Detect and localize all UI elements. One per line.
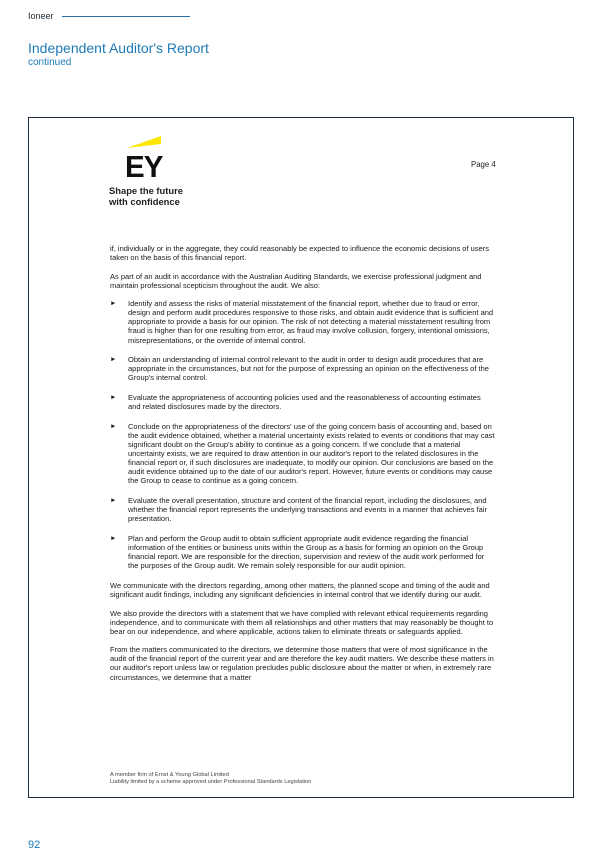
letter-page-label: Page 4 [471,160,496,169]
paragraph: if, individually or in the aggregate, they could reasonably be expected to influence the economic decisions of users taken on the basis of this financial report. [110,244,489,263]
list-item [110,422,495,486]
ey-logo [109,130,189,210]
list-item [110,393,495,411]
list-item [110,299,495,344]
tagline-line-1: Shape the future [109,185,183,196]
tagline-line-2: with confidence [109,196,180,207]
arrow-right-icon: ► [110,497,117,505]
audit-procedures-list [110,299,495,570]
ey-logo-text: EY [125,149,163,184]
list-item-text: Evaluate the overall presentation, structure and content of the financial report, including the disclosures, and whether the financial report represents the underlying transactions and events in a manner that achieves fair presentation. [128,496,487,524]
footer-line-2: Liability limited by a scheme approved under Professional Standards Legislation [110,779,312,786]
paragraph: We also provide the directors with a statement that we have complied with relevant ethical requirements regarding independence, and to communicate with them all relationships and other matters that may reasonably be thought to bear on our independence, and where applicable, actions taken to eliminate threats or safeguards applied. [110,608,494,636]
arrow-right-icon: ► [110,300,117,308]
auditor-letter-frame [28,117,574,798]
arrow-right-icon: ► [110,394,117,402]
report-title: Independent Auditor's Report [28,40,209,56]
paragraph: We communicate with the directors regarding, among other matters, the planned scope and timing of the audit and significant audit findings, including any significant deficiencies in internal control that we identify during our audit. [110,580,490,600]
list-item-text: Obtain an understanding of internal control relevant to the audit in order to design audit procedures that are appropriate in the circumstances, but not for the purpose of expressing an opinion on the effectiveness of the Group's internal control. [128,355,489,383]
list-item-text: Evaluate the appropriateness of accounting policies used and the reasonableness of accounting estimates and related disclosures made by the directors. [128,393,481,412]
footer-line-1: A member firm of Ernst & Young Global Limited [110,772,229,778]
ey-tagline [109,185,183,207]
letter-footer [110,772,510,786]
brand-name: Ioneer [28,11,54,21]
brand-divider [62,16,190,17]
list-item [110,534,495,570]
list-item [110,355,495,382]
page-number: 92 [28,839,41,851]
arrow-right-icon: ► [110,535,117,542]
letter-body [110,244,495,691]
list-item [110,496,495,523]
list-item-text: Conclude on the appropriateness of the directors' use of the going concern basis of accounting and, based on the audit evidence obtained, whether a material uncertainty exists related to events or conditions that may cast significant doubt on the Group's ability to continue as a going concern. If we conclude that a material uncertainty exists, we are required to draw attention in our auditor's report to the related disclosures in the financial report or, if such disclosures are inadequate, to modify our opinion. Our conclusions are based on the audit evidence obtained up to the date of our auditor's report. However, future events or conditions may cause the Group to cease to continue as a going concern. [128,421,495,486]
arrow-right-icon: ► [110,356,117,364]
arrow-right-icon: ► [110,422,117,430]
list-item-text: Identify and assess the risks of material misstatement of the financial report, whether due to fraud or error, design and perform audit procedures responsive to those risks, and obtain audit evidence that is sufficient and appropriate to provide a basis for our opinion. The risk of not detecting a material misstatement resulting from fraud is higher than for one resulting from error, as fraud may involve collusion, forgery, intentional omissions, misrepresentations, or the override of internal control. [128,299,494,345]
list-item-text: Plan and perform the Group audit to obtain sufficient appropriate audit evidence regarding the financial information of the entities or business units within the Group as a basis for forming an opinion on the Group financial report. We are responsible for the direction, supervision and review of the audit work performed for the purposes of the Group audit. We remain solely responsible for our audit opinion. [128,534,485,571]
paragraph: As part of an audit in accordance with the Australian Auditing Standards, we exercise professional judgment and maintain professional scepticism throughout the audit. We also: [110,271,482,290]
paragraph: From the matters communicated to the directors, we determine those matters that were of most significance in the audit of the financial report of the current year and are therefore the key audit matters. We describe these matters in our auditor's report unless law or regulation precludes public disclosure about the matter or when, in extremely rare circumstances, we determine that a matter [110,645,494,682]
report-subtitle: continued [28,57,72,68]
